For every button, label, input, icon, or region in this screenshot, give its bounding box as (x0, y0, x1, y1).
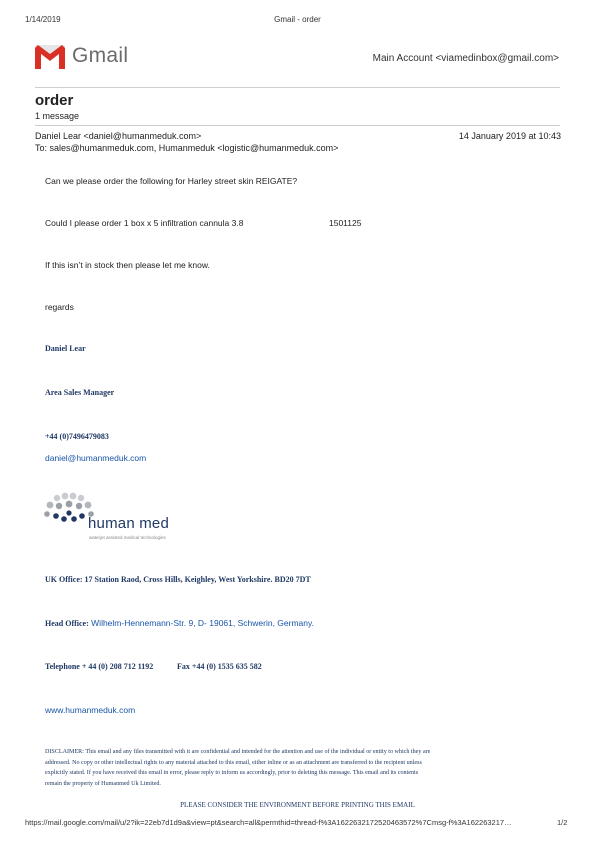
print-date: 1/14/2019 (25, 15, 61, 24)
signature-phone: +44 (0)7496479083 (45, 432, 109, 441)
print-url: https://mail.google.com/mail/u/2?ik=22eb7d1d9a&view=pt&search=all&permthid=thread-f%3A1622632172520463572%7Cmsg-f%3A162263217… (25, 818, 512, 827)
head-office-label: Head Office (45, 619, 87, 628)
telephone: Telephone + 44 (0) 208 712 1192 (45, 662, 154, 671)
sender: Daniel Lear <daniel@humanmeduk.com> (35, 131, 202, 141)
head-office (45, 618, 314, 628)
body-line-regards: regards (45, 302, 74, 312)
recipients: To: sales@humanmeduk.com, Humanmeduk <logistic@humanmeduk.com> (35, 143, 339, 153)
human-med-logo-text: human med (88, 515, 170, 532)
product-code: 1501125 (329, 218, 362, 228)
uk-office-address: : 17 Station Raod, Cross Hills, Keighley, West Yorkshire. BD20 7DT (79, 575, 311, 584)
signature-role: Area Sales Manager (45, 388, 115, 397)
website-link[interactable]: www.humanmeduk.com (45, 705, 136, 715)
header-divider (35, 87, 560, 88)
gmail-logo-icon (35, 45, 65, 69)
body-line-order: Could I please order 1 box x 5 infiltration cannula 3.8 (45, 218, 244, 228)
fax: Fax +44 (0) 1535 635 582 (177, 662, 262, 671)
uk-office (45, 575, 311, 584)
body-line-stock: If this isn’t in stock then please let me know. (45, 260, 210, 270)
disclaimer (45, 747, 430, 789)
disclaimer-line-4: remain the property of Humanmed Uk Limited. (45, 780, 161, 787)
disclaimer-line-3: explicitly stated. If you have received this email in error, please reply to inform us accordingly, prior to deleting this message. This email and its contents (45, 770, 419, 776)
disclaimer-line-2: addressed. No copy or other intellectual rights to any material attached to this email, either inline or as an attachment are transferred to the recipient unless (45, 759, 422, 766)
signature-email-link[interactable]: daniel@humanmeduk.com (45, 453, 147, 463)
body-line-request: Can we please order the following for Harley street skin REIGATE? (45, 176, 298, 186)
human-med-tagline: waterjet assisted medical technologies (89, 535, 166, 540)
head-office-address: Wilhelm-Hennemann-Str. 9, D- 19061, Schwerin, Germany. (91, 618, 314, 628)
sent-date: 14 January 2019 at 10:43 (458, 131, 561, 141)
gmail-logo-text: Gmail (72, 44, 129, 67)
page-number: 1/2 (557, 818, 568, 827)
print-title: Gmail - order (274, 15, 321, 24)
head-office-separator: : (86, 619, 89, 628)
subject-title: order (35, 92, 74, 109)
signature-name: Daniel Lear (45, 344, 86, 353)
message-count: 1 message (35, 111, 80, 121)
disclaimer-line-1: DISCLAIMER: This email and any files transmitted with it are confidential and intended for the attention and use of the individual or entity to which they are (45, 749, 431, 755)
environment-notice: PLEASE CONSIDER THE ENVIRONMENT BEFORE PRINTING THIS EMAIL (180, 801, 415, 809)
uk-office-label: UK Office (45, 575, 80, 584)
account-email: Main Account <viamedinbox@gmail.com> (372, 53, 559, 64)
subject-divider (35, 125, 560, 126)
